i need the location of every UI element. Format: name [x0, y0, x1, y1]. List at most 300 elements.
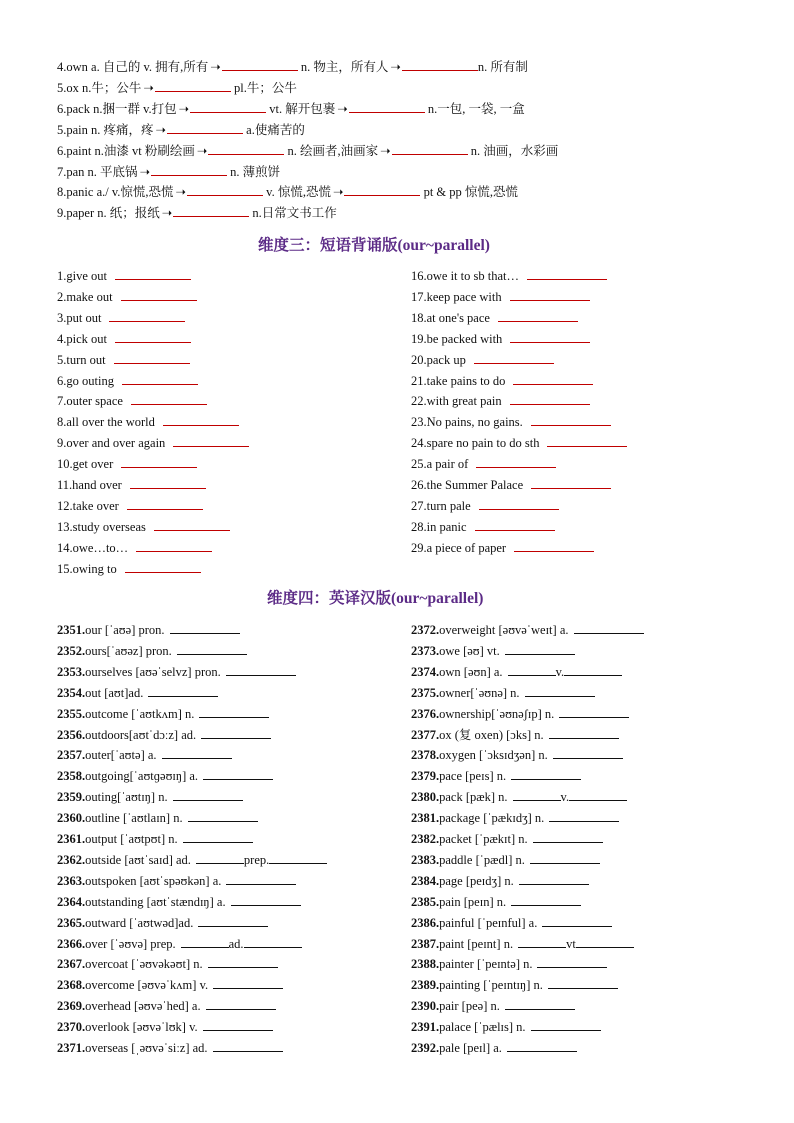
answer-blank[interactable] — [510, 393, 590, 405]
vocab-word: outstanding [aʊtˈstændɪŋ] a. — [85, 894, 226, 909]
phrase-text: 22.with great pain — [411, 394, 502, 409]
vocab-word: own [əʊn] a. — [439, 664, 503, 679]
answer-blank[interactable] — [203, 1019, 273, 1031]
answer-blank[interactable] — [479, 498, 559, 510]
derivation-text: n. 绘画者,油画家 — [284, 143, 379, 158]
vocab-word: ownership[ˈəʊnəʃɪp] n. — [439, 706, 555, 721]
derivation-text: 5.ox n.牛；公牛 — [57, 80, 142, 95]
derivation-text: v. 惊慌,恐慌 — [263, 185, 331, 200]
vocab-word: outer[ˈaʊtə] a. — [85, 748, 157, 763]
answer-blank[interactable] — [208, 143, 284, 155]
vocab-number: 2362. — [57, 852, 86, 867]
section-3-title: 维度三：短语背诵版(our~parallel) — [258, 237, 490, 254]
vocab-number: 2386. — [411, 915, 440, 930]
vocab-word: oxygen [ˈɔksɪdʒən] n. — [439, 748, 548, 763]
answer-blank[interactable] — [154, 519, 230, 531]
vocab-number: 2384. — [411, 873, 440, 888]
vocab-item — [57, 664, 296, 680]
phrase-item — [411, 352, 554, 368]
phrase-item — [57, 268, 191, 284]
derivation-line — [57, 164, 280, 180]
vocab-item — [57, 727, 271, 743]
phrase-item — [57, 310, 185, 326]
arrow-icon: ➝ — [380, 143, 391, 158]
phrase-text: 12.take over — [57, 498, 119, 513]
vocab-item — [411, 768, 581, 784]
answer-blank[interactable] — [125, 561, 201, 573]
vocab-number: 2364. — [57, 894, 86, 909]
answer-blank[interactable] — [349, 101, 425, 113]
phrase-item — [57, 331, 191, 347]
answer-blank[interactable] — [513, 373, 593, 385]
phrase-text: 14.owe…to… — [57, 540, 129, 555]
vocab-item — [57, 810, 258, 826]
vocab-number: 2360. — [57, 811, 86, 826]
answer-blank[interactable] — [475, 519, 555, 531]
phrase-item — [411, 373, 593, 389]
vocab-number: 2379. — [411, 769, 440, 784]
answer-blank[interactable] — [187, 184, 263, 196]
answer-blank[interactable] — [564, 664, 622, 676]
derivation-text: n. 物主，所有人 — [297, 60, 389, 74]
answer-blank[interactable] — [505, 643, 575, 655]
derivation-text: 4.own a. 自己的 v. 拥有,所有 — [57, 60, 209, 74]
answer-blank[interactable] — [136, 540, 212, 552]
answer-blank[interactable] — [507, 1040, 577, 1052]
phrase-text: 17.keep pace with — [411, 289, 502, 304]
vocab-number: 2390. — [411, 999, 440, 1014]
answer-blank[interactable] — [173, 205, 249, 217]
vocab-item — [57, 1040, 283, 1056]
phrase-text: 15.owing to — [57, 561, 117, 576]
phrase-item — [57, 477, 206, 493]
answer-blank[interactable] — [183, 831, 253, 843]
phrase-item — [411, 414, 611, 430]
vocab-pos: ad. — [228, 936, 244, 951]
vocab-word: ox (复 oxen) [ɔks] n. — [439, 727, 544, 742]
answer-blank[interactable] — [513, 789, 561, 801]
vocab-word: pace [peɪs] n. — [439, 769, 507, 784]
answer-blank[interactable] — [115, 268, 191, 280]
vocab-word: overcoat [ˈəʊvəkəʊt] n. — [85, 957, 203, 972]
phrase-text: 16.owe it to sb that… — [411, 269, 519, 283]
vocab-word: pain [peɪn] n. — [439, 894, 507, 909]
answer-blank[interactable] — [511, 768, 581, 780]
answer-blank[interactable] — [181, 936, 229, 948]
vocab-word: paddle [ˈpædl] n. — [439, 852, 525, 867]
vocab-word: ourselves [aʊəˈselvz] pron. — [85, 664, 221, 679]
vocab-item — [57, 622, 240, 638]
vocab-number: 2366. — [57, 936, 86, 951]
vocab-number: 2375. — [411, 685, 440, 700]
answer-blank[interactable] — [188, 810, 258, 822]
vocab-number: 2373. — [411, 643, 440, 658]
phrase-item — [57, 498, 203, 514]
phrase-item — [411, 268, 607, 284]
answer-blank[interactable] — [269, 852, 327, 864]
answer-blank[interactable] — [537, 956, 607, 968]
vocab-word: paint [peɪnt] n. — [439, 936, 514, 951]
vocab-number: 2369. — [57, 999, 86, 1014]
vocab-item — [411, 810, 619, 826]
derivation-line — [57, 122, 305, 138]
vocab-word: outing[ˈaʊtɪŋ] n. — [85, 790, 168, 805]
vocab-number: 2357. — [57, 748, 86, 763]
phrase-item — [411, 456, 556, 472]
phrase-item — [57, 561, 201, 577]
answer-blank[interactable] — [114, 352, 190, 364]
derivation-text: 6.pack n.捆一群 v.打包 — [57, 101, 177, 116]
vocab-pos: v. — [555, 664, 565, 679]
phrase-text: 29.a piece of paper — [411, 540, 507, 555]
vocab-number: 2377. — [411, 727, 440, 742]
phrase-item — [411, 477, 611, 493]
derivation-text: n. 薄煎饼 — [227, 164, 281, 179]
vocab-number: 2361. — [57, 832, 86, 846]
vocab-number: 2365. — [57, 915, 86, 930]
answer-blank[interactable] — [173, 789, 243, 801]
derivation-text: 7.pan n. 平底锅 — [57, 164, 138, 179]
answer-blank[interactable] — [519, 873, 589, 885]
vocab-item — [57, 956, 278, 972]
vocab-item — [57, 915, 268, 931]
answer-blank[interactable] — [476, 456, 556, 468]
answer-blank[interactable] — [109, 310, 185, 322]
vocab-item — [57, 1019, 273, 1035]
answer-blank[interactable] — [162, 747, 232, 759]
phrase-text: 25.a pair of — [411, 457, 469, 472]
phrase-item — [411, 435, 627, 451]
answer-blank[interactable] — [505, 998, 575, 1010]
vocab-number: 2392. — [411, 1041, 440, 1055]
answer-blank[interactable] — [531, 414, 611, 426]
vocab-number: 2381. — [411, 811, 440, 826]
vocab-number: 2382. — [411, 832, 440, 846]
phrase-text: 4.pick out — [57, 331, 107, 346]
vocab-item — [57, 852, 327, 868]
phrase-item — [57, 435, 249, 451]
vocab-word: overseas [ˌəʊvəˈsiːz] ad. — [85, 1041, 208, 1055]
vocab-number: 2356. — [57, 727, 86, 742]
derivation-line — [57, 80, 297, 96]
answer-blank[interactable] — [559, 706, 629, 718]
vocab-item — [411, 998, 575, 1014]
phrase-item — [411, 331, 590, 347]
vocab-item — [411, 977, 618, 993]
vocab-item — [411, 852, 600, 868]
phrase-text: 19.be packed with — [411, 331, 503, 346]
phrase-item — [57, 393, 207, 409]
answer-blank[interactable] — [177, 643, 247, 655]
arrow-icon: ➝ — [139, 164, 151, 179]
phrase-text: 8.all over the world — [57, 415, 155, 430]
answer-blank[interactable] — [199, 706, 269, 718]
answer-blank[interactable] — [206, 998, 276, 1010]
vocab-item — [57, 936, 302, 952]
phrase-text: 6.go outing — [57, 373, 114, 388]
vocab-word: package [ˈpækɪdʒ] n. — [439, 811, 545, 826]
arrow-icon: ➝ — [196, 143, 208, 158]
answer-blank[interactable] — [518, 936, 566, 948]
answer-blank[interactable] — [130, 477, 206, 489]
answer-blank[interactable] — [530, 852, 600, 864]
answer-blank[interactable] — [547, 435, 627, 447]
vocab-word: painter [ˈpeɪntə] n. — [439, 957, 533, 972]
answer-blank[interactable] — [510, 289, 590, 301]
vocab-number: 2372. — [411, 623, 440, 637]
answer-blank[interactable] — [148, 685, 218, 697]
phrase-item — [57, 414, 239, 430]
answer-blank[interactable] — [569, 789, 627, 801]
phrase-item — [411, 289, 590, 305]
vocab-word: outline [ˈaʊtlaɪn] n. — [85, 811, 183, 826]
phrase-text: 27.turn pale — [411, 498, 471, 513]
vocab-word: outdoors[aʊtˈdɔːz] ad. — [85, 727, 197, 742]
vocab-item — [57, 873, 296, 889]
answer-blank[interactable] — [201, 727, 271, 739]
vocab-number: 2359. — [57, 790, 86, 805]
arrow-icon: ➝ — [332, 185, 344, 200]
phrase-item — [57, 289, 197, 305]
vocab-item — [57, 789, 243, 805]
vocab-word: out [aʊt]ad. — [85, 685, 144, 700]
answer-blank[interactable] — [163, 414, 239, 426]
derivation-text: pt & pp 惊慌,恐慌 — [420, 185, 519, 200]
derivation-line — [57, 184, 518, 200]
answer-blank[interactable] — [167, 122, 243, 134]
vocab-item — [57, 685, 218, 701]
vocab-item — [411, 915, 612, 931]
derivation-text: n. 油画，水彩画 — [467, 143, 559, 158]
vocab-word: owner[ˈəʊnə] n. — [439, 685, 520, 700]
arrow-icon: ➝ — [337, 101, 348, 116]
vocab-item — [411, 894, 581, 910]
answer-blank[interactable] — [576, 936, 634, 948]
vocab-item — [411, 956, 607, 972]
vocab-item — [411, 789, 627, 805]
vocab-number: 2353. — [57, 664, 86, 679]
answer-blank[interactable] — [203, 768, 273, 780]
answer-blank[interactable] — [553, 747, 623, 759]
answer-blank[interactable] — [155, 80, 231, 92]
vocab-word: packet [ˈpækɪt] n. — [439, 832, 528, 846]
vocab-word: outside [aʊtˈsaɪd] ad. — [85, 852, 191, 867]
phrase-item — [411, 393, 590, 409]
answer-blank[interactable] — [226, 664, 296, 676]
answer-blank[interactable] — [121, 289, 197, 301]
derivation-text: n.一包, 一袋, 一盒 — [424, 101, 525, 116]
answer-blank[interactable] — [549, 727, 619, 739]
answer-blank[interactable] — [115, 331, 191, 343]
phrase-text: 20.pack up — [411, 352, 466, 367]
answer-blank[interactable] — [122, 373, 198, 385]
derivation-text: a.使痛苦的 — [243, 122, 305, 137]
answer-blank[interactable] — [531, 1019, 601, 1031]
vocab-item — [57, 831, 253, 847]
vocab-word: overweight [əʊvəˈweɪt] a. — [439, 623, 569, 637]
vocab-number: 2354. — [57, 685, 86, 700]
answer-blank[interactable] — [402, 59, 478, 71]
vocab-item — [411, 622, 644, 638]
vocab-number: 2374. — [411, 664, 440, 679]
vocab-number: 2367. — [57, 957, 86, 972]
answer-blank[interactable] — [173, 435, 249, 447]
vocab-item — [411, 685, 595, 701]
phrase-text: 24.spare no pain to do sth — [411, 436, 540, 451]
answer-blank[interactable] — [498, 310, 578, 322]
arrow-icon: ➝ — [175, 185, 187, 200]
answer-blank[interactable] — [127, 498, 203, 510]
answer-blank[interactable] — [533, 831, 603, 843]
phrase-text: 7.outer space — [57, 394, 123, 409]
phrase-text: 21.take pains to do — [411, 373, 506, 388]
answer-blank[interactable] — [213, 977, 283, 989]
vocab-number: 2358. — [57, 769, 86, 784]
vocab-pos: prep. — [243, 852, 270, 867]
vocab-item — [411, 664, 622, 680]
vocab-item — [57, 706, 269, 722]
phrase-item — [57, 540, 212, 556]
derivation-text: 8.panic a./ v.惊慌,恐慌 — [57, 185, 174, 200]
answer-blank[interactable] — [511, 894, 581, 906]
vocab-word: outgoing[ˈaʊtɡəʊɪŋ] a. — [85, 769, 199, 784]
phrase-text: 5.turn out — [57, 352, 106, 367]
answer-blank[interactable] — [514, 540, 594, 552]
vocab-word: pale [peɪl] a. — [439, 1041, 502, 1055]
vocab-number: 2385. — [411, 894, 440, 909]
vocab-word: painting [ˈpeɪntɪŋ] n. — [439, 978, 543, 993]
answer-blank[interactable] — [574, 622, 644, 634]
vocab-item — [411, 1019, 601, 1035]
derivation-text: n.日常文书工作 — [249, 206, 337, 221]
answer-blank[interactable] — [121, 456, 197, 468]
vocab-item — [411, 936, 634, 952]
phrase-item — [57, 373, 198, 389]
vocab-number: 2391. — [411, 1020, 440, 1035]
answer-blank[interactable] — [131, 393, 207, 405]
answer-blank[interactable] — [549, 810, 619, 822]
arrow-icon: ➝ — [161, 206, 173, 221]
arrow-icon: ➝ — [155, 122, 167, 137]
derivation-text: 5.pain n. 疼痛，疼 — [57, 122, 154, 137]
vocab-item — [411, 831, 603, 847]
phrase-text: 11.hand over — [57, 478, 122, 492]
vocab-item — [57, 998, 276, 1014]
phrase-text: 13.study overseas — [57, 519, 146, 534]
vocab-word: overlook [əʊvəˈlʊk] v. — [85, 1020, 198, 1035]
vocab-number: 2383. — [411, 852, 440, 867]
vocab-item — [57, 747, 232, 763]
derivation-line — [57, 205, 337, 221]
phrase-text: 28.in panic — [411, 519, 467, 534]
answer-blank[interactable] — [151, 164, 227, 176]
answer-blank[interactable] — [474, 352, 554, 364]
answer-blank[interactable] — [198, 915, 268, 927]
vocab-number: 2371. — [57, 1041, 86, 1055]
vocab-item — [411, 1040, 577, 1056]
vocab-item — [57, 977, 283, 993]
vocab-item — [57, 894, 301, 910]
derivation-line — [57, 59, 528, 75]
vocab-word: painful [ˈpeɪnful] a. — [439, 915, 538, 930]
vocab-item — [411, 747, 623, 763]
vocab-item — [411, 643, 575, 659]
vocab-number: 2380. — [411, 790, 440, 805]
answer-blank[interactable] — [531, 477, 611, 489]
phrase-text: 3.put out — [57, 310, 102, 325]
answer-blank[interactable] — [548, 977, 618, 989]
vocab-word: overhead [əʊvəˈhed] a. — [85, 999, 201, 1014]
vocab-item — [411, 706, 629, 722]
answer-blank[interactable] — [508, 664, 556, 676]
phrase-item — [57, 352, 190, 368]
answer-blank[interactable] — [208, 956, 278, 968]
vocab-number: 2363. — [57, 873, 86, 888]
vocab-number: 2351. — [57, 623, 86, 637]
phrase-item — [411, 519, 555, 535]
vocab-word: output [ˈaʊtpʊt] n. — [85, 832, 178, 846]
phrase-text: 23.No pains, no gains. — [411, 415, 523, 430]
vocab-word: owe [əʊ] vt. — [439, 643, 500, 658]
derivation-text: pl.牛；公牛 — [230, 80, 297, 95]
vocab-number: 2355. — [57, 706, 86, 721]
vocab-number: 2388. — [411, 957, 440, 972]
vocab-word: our [ˈaʊə] pron. — [85, 623, 165, 637]
phrase-text: 2.make out — [57, 289, 113, 304]
vocab-word: outcome [ˈaʊtkʌm] n. — [85, 706, 195, 721]
vocab-item — [57, 643, 247, 659]
vocab-word: overcome [əʊvəˈkʌm] v. — [85, 978, 209, 993]
answer-blank[interactable] — [196, 852, 244, 864]
answer-blank[interactable] — [213, 1040, 283, 1052]
vocab-word: palace [ˈpælɪs] n. — [439, 1020, 526, 1035]
vocab-word: pack [pæk] n. — [439, 790, 508, 805]
answer-blank[interactable] — [170, 622, 240, 634]
answer-blank[interactable] — [344, 184, 420, 196]
answer-blank[interactable] — [527, 268, 607, 280]
answer-blank[interactable] — [231, 894, 301, 906]
arrow-icon: ➝ — [210, 60, 221, 74]
vocab-word: page [peɪdʒ] n. — [439, 873, 514, 888]
phrase-item — [411, 498, 559, 514]
answer-blank[interactable] — [226, 873, 296, 885]
phrase-item — [411, 540, 594, 556]
answer-blank[interactable] — [244, 936, 302, 948]
phrase-item — [411, 310, 578, 326]
vocab-item — [411, 873, 589, 889]
vocab-number: 2387. — [411, 936, 440, 951]
vocab-word: pair [peə] n. — [439, 999, 500, 1014]
vocab-word: ours[ˈaʊəz] pron. — [85, 643, 172, 658]
vocab-pos: v. — [560, 790, 570, 805]
phrase-text: 26.the Summer Palace — [411, 478, 524, 492]
answer-blank[interactable] — [542, 915, 612, 927]
arrow-icon: ➝ — [178, 101, 190, 116]
vocab-number: 2352. — [57, 643, 86, 658]
answer-blank[interactable] — [510, 331, 590, 343]
arrow-icon: ➝ — [143, 80, 154, 95]
answer-blank[interactable] — [525, 685, 595, 697]
derivation-text: n. 所有制 — [477, 60, 528, 74]
phrase-text: 18.at one's pace — [411, 310, 490, 325]
answer-blank[interactable] — [190, 101, 266, 113]
phrase-item — [57, 456, 197, 472]
answer-blank[interactable] — [392, 143, 468, 155]
derivation-text: 6.paint n.油漆 vt 粉刷绘画 — [57, 143, 195, 158]
answer-blank[interactable] — [222, 59, 298, 71]
vocab-pos: vt — [566, 936, 576, 951]
derivation-text: vt. 解开包裹 — [266, 101, 336, 116]
